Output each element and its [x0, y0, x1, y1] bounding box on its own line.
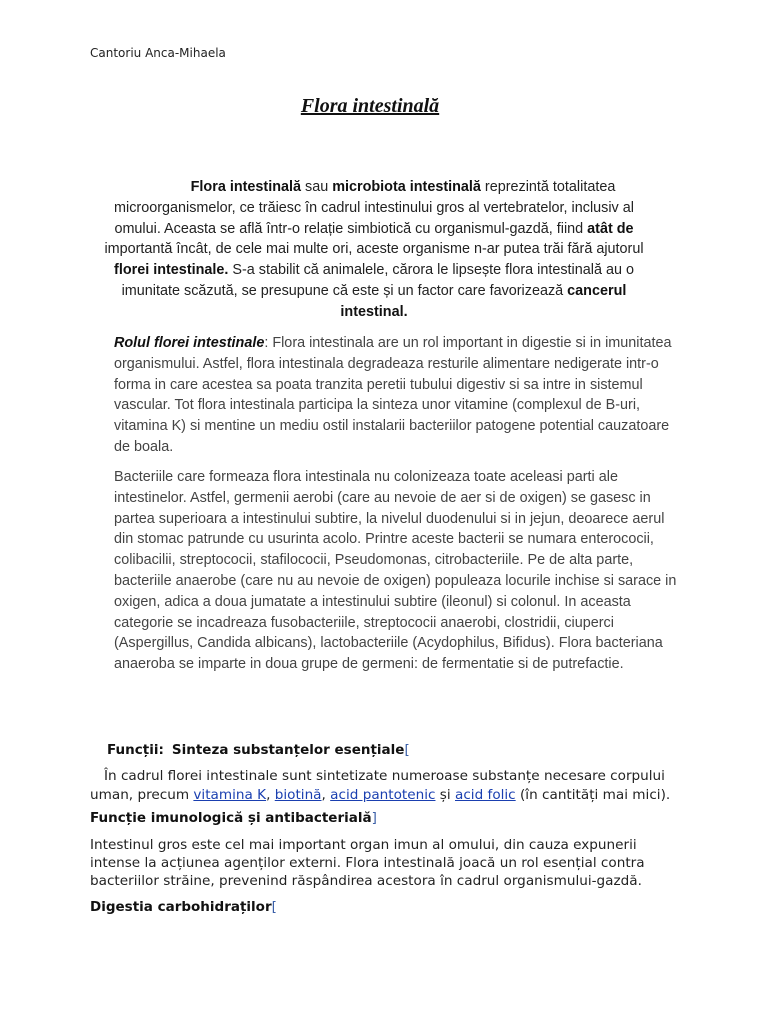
imunologica-heading: Funcție imunologică și antibacterială] — [90, 810, 377, 826]
functii-heading: Funcții: Sinteza substanțelor esențiale[ — [107, 742, 410, 758]
digestia-heading: Digestia carbohidraților[ — [90, 899, 277, 915]
link-biotina[interactable]: biotină — [274, 786, 322, 803]
intro-paragraph: Flora intestinală sau microbiota intestinală reprezintă totalitatea microorganismelor, ce trăiesc în cadrul intestinului gros al vertebratelor, inclusiv al omului. Aceasta se află într-o relație simbiotică cu organismul-gazdă, fiind atât de importantă încât, de cele mai multe ori, aceste organisme n-ar putea trăi fără ajutorul florei intestinale. S-a stabilit că animalele, cărora le lipsește flora intestinală au o imunitate scăzută, se presupune că este și un factor care favorizează cancerul intestinal. — [104, 179, 644, 320]
link-vitamina-k[interactable]: vitamina K — [193, 786, 267, 803]
bacterii-paragraph: Bacteriile care formeaza flora intestinala nu colonizeaza toate aceleasi parti ale intestinelor. Astfel, germenii aerobi (care au nevoie de aer si de oxigen) se gasesc in partea superioara a intestinului subtire, la nivelul duodenului si in jejun, deoarece aerul din stomac patrunde cu usurinta acolo. Printre aceste bacterii se numara enterococii, colibacilii, streptococii, stafilococii, Pseudomonas, citrobacteriile. Pe de alta parte, bacteriile anaerobe (care nu au nevoie de oxigen) populeaza locurile inchise si sarace in oxigen, adica a doua jumatate a intestinului subtire (ileonul) si colonul. In aceasta categorie se incadreaza fusobacteriile, streptococii anaerobi, clostridii, ciuperci (Aspergillus, Candida albicans), lactobacteriile (Acydophilus, Bifidus). Flora bacteriana anaeroba se imparte in doua grupe de germeni: de fermentatie si de putrefactie. — [114, 469, 677, 673]
sinteza-paragraph: În cadrul florei intestinale sunt sintetizate numeroase substanțe necesare corpului uman, precum vitamina K, biotină, acid pantotenic și acid folic (în cantități mai mici). — [90, 768, 671, 803]
rolul-heading: Rolul florei intestinale — [114, 335, 265, 351]
intro-term-microbiota: microbiota intestinală — [332, 179, 481, 195]
link-acid-pantotenic[interactable]: acid pantotenic — [330, 786, 436, 803]
edit-bracket[interactable]: [ — [404, 742, 410, 758]
document-title: Flora intestinală — [300, 95, 440, 117]
intro-term-flora: Flora intestinală — [190, 179, 301, 195]
rolul-paragraph: Rolul florei intestinale: Flora intestinala are un rol important in digestie si in imunitatea organismului. Astfel, flora intestinala degradeaza resturile alimentare nedigerate intr-o forma in care acestea sa poata tranzita peretii tubului digestiv si sa intre in sistemul vascular. Tot flora intestinala participa la sinteza unor vitamine (complexul de B-uri, vitamina K) si mentine un mediu ostil instalarii bacteriilor patogene potential cauzatoare de boala. — [114, 335, 672, 455]
link-acid-folic[interactable]: acid folic — [455, 786, 516, 803]
sinteza-heading: Sinteza substanțelor esențiale — [171, 742, 405, 758]
imunologica-paragraph: Intestinul gros este cel mai important organ imun al omului, din cauza expunerii intense la acțiunea agenților externi. Flora intestinală joacă un rol esențial contra bacteriilor străine, prevenind răspândirea acestora în cadrul organismului-gazdă. — [90, 837, 645, 889]
edit-bracket[interactable]: [ — [271, 899, 277, 915]
author-name: Cantoriu Anca-Mihaela — [90, 46, 226, 60]
edit-bracket[interactable]: ] — [371, 810, 377, 826]
